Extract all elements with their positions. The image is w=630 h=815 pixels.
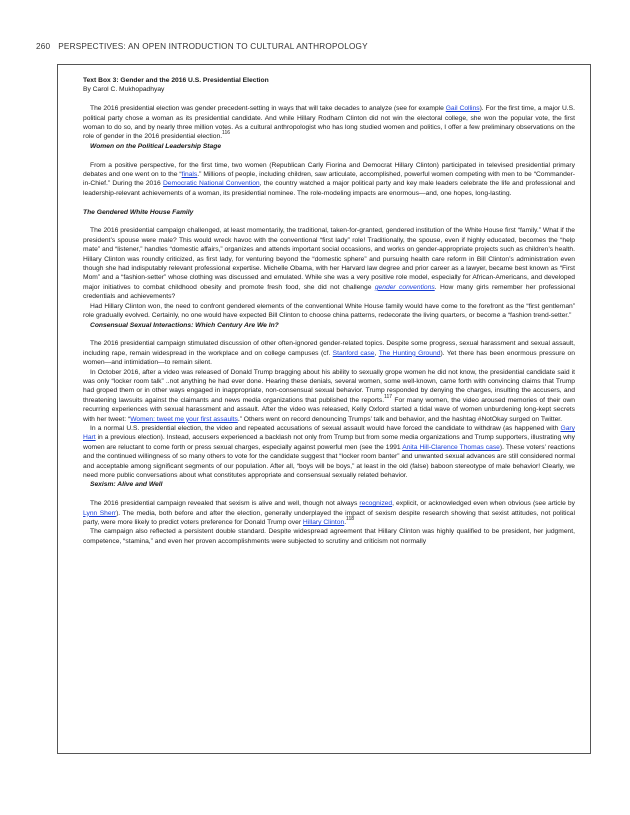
paragraph-5: The 2016 presidential campaign stimulated discussion of other often-ignored gender-related topics. Despite some progress, sexual harassment and sexual assault, including rape, remain widespread in the workplace and on college campuses (cf. Stanford case, The Hunting Ground). Yet there has been enormous pressure on women—and intimidation—to remain silent.	[83, 340, 575, 367]
subheading-sexism: Sexism: Alive and Well	[90, 481, 163, 489]
link-gail-collins[interactable]: Gail Collins	[445, 105, 480, 113]
paragraph-8: The 2016 presidential campaign revealed that sexism is alive and well, though not always recognized, explicit, or acknowledged even when obvious (see article by Lynn Sherr). The media, both before and after the election, generally underplayed the impact of sexism despite research showing that sexist attitudes, not political party, were more likely to predict voters preference for Donald Trump over Hillary Clinton.$^{118}$	[83, 500, 576, 526]
link-hunting-ground[interactable]: The Hunting Ground	[378, 349, 441, 357]
link-lynn-sherr[interactable]: Lynn Sherr	[83, 509, 117, 517]
running-header	[36, 42, 376, 51]
box-title: Text Box 3: Gender and the 2016 U.S. Presidential Election	[83, 77, 269, 84]
link-tweet-assaults[interactable]: Women: tweet me your first assaults	[130, 415, 238, 423]
paragraph-2: From a positive perspective, for the first time, two women (Republican Carly Fiorina and Democrat Hillary Clinton) participated in televised presidential primary debates and one went on to the “finals.” Millions of people, including children, saw articulate, accomplished, powerful women competing with men to be “Commander-in-Chief.” During the 2016 Democratic National Convention, the country watched a major political party and key male leaders celebrate the life and professional and leadership-relevant achievements of a woman, its presidential nominee. The role-modeling impacts are enormous—and, one hopes, long-lasting.	[83, 161, 576, 197]
link-hill-thomas[interactable]: Anita Hill-Clarence Thomas case	[402, 443, 500, 451]
paragraph-6: In October 2016, after a video was released of Donald Trump bragging about his ability to sexually grope women he did not know, the presidential candidate said it was only “locker room talk” ..not anything he had ever done. Hearing these denials, several women, some well-known, came forth with convincing claims that Trump had groped them or in other ways engaged in inappropriate, non-consensual sexual behavior. Trump responded by denying the charges, insulting the accusers, and threatening lawsuits against the claimants and news media organizations that published the reports.$^{117}$ For many women, the video aroused memories of their own recurring experiences with sexual harassment and assault. After the video was released, Kelly Oxford started a tidal wave of women unburdening long-kept secrets with her tweet: “Women: tweet me your first assaults.” Others went on record denouncing Trumps’ talk and behavior, and the hashtag #NotOkay surged on Twitter.	[83, 368, 575, 423]
link-dnc[interactable]: Democratic National Convention	[162, 180, 260, 188]
link-recognized[interactable]: recognized	[359, 500, 393, 508]
link-finals[interactable]: finals	[181, 171, 198, 179]
subheading-consensual: Consensual Sexual Interactions: Which Century Are We In?	[90, 321, 279, 329]
link-gary-hart[interactable]: Gary Hart	[83, 424, 575, 442]
footnote-117: 117	[384, 393, 393, 400]
link-stanford-case[interactable]: Stanford case	[332, 349, 375, 357]
paragraph-1: The 2016 presidential election was gender precedent-setting in ways that will take decades to analyze (see for example Gail Collins). For the first time, a major U.S. political party chose a woman as its presidential candidate. And while Hillary Rodham Clinton did not win the electoral college, she won the popular vote, the first woman to do so, and by nearly three million votes. As a cultural anthropologist who has long studied women and politics, I offer a few preliminary observations on the role of gender in the 2016 presidential election.$^{116}$	[83, 105, 575, 141]
subheading-leadership: Women on the Political Leadership Stage	[90, 142, 222, 150]
paragraph-9: The campaign also reflected a persistent double standard. Despite widespread agreement that Hillary Clinton was highly qualified to be president, her judgment, competence, “stamina,” and even her proven accomplishments were subjected to scrutiny and criticism not normally	[83, 528, 575, 545]
footnote-116: 116	[222, 130, 231, 137]
link-gender-conventions[interactable]: gender conventions	[374, 283, 435, 291]
byline: By Carol C. Mukhopadhyay	[83, 86, 165, 94]
link-hillary-clinton[interactable]: Hillary Clinton	[302, 519, 345, 526]
page-number: 260	[36, 42, 51, 51]
subheading-white-house: The Gendered White House Family	[83, 208, 194, 216]
text-box-content	[83, 76, 575, 546]
footnote-118: 118	[346, 516, 355, 522]
paragraph-7: In a normal U.S. presidential election, the video and repeated accusations of sexual assault would have forced the candidate to withdraw (as happened with Gary Hart in a previous election). Instead, accusers experienced a backlash not only from Trump but from some media organizations and Trump supporters, illustrating why women are reluctant to come forth or press sexual charges, especially against powerful men (see the 1991 Anita Hill-Clarence Thomas case). These voters’ reactions and the continued willingness of so many others to vote for the candidate suggest that “locker room banter” and unwanted sexual advances are still considered normal and acceptable among significant segments of our population. After all, “boys will be boys,” at least in the old (false) baboon stereotype of male behavior! Clearly, we need more public conversations about what constitutes appropriate and consensual sexually related behavior.	[83, 424, 575, 479]
paragraph-3: The 2016 presidential campaign challenged, at least momentarily, the traditional, taken-for-granted, gendered institution of the White House first “family.” What if the president’s spouse were male? This would wreck havoc with the conventional “first lady” role! Traditionally, the spouse, even if highly educated, becomes the “help mate” and “listener,” handles “domestic affairs,” organizes and attends important social occasions, and works on gender-appropriate projects such as children’s health. Hillary Clinton was roundly criticized, as first lady, for venturing beyond the “domestic sphere” and pursuing health care reform in Bill Clinton’s administration even though she had indisputably relevant professional expertise. Michelle Obama, with her Harvard law degree and prior career as a lawyer, became best known as “First Mom” and a “fashion-setter” whose clothing was discussed and emulated. While she was a very positive role model, especially for African-Americans, and developed major initiatives to combat childhood obesity and promote fresh food, she did not challenge gender conventions. How many girls remember her professional credentials and achievements?	[83, 227, 575, 301]
running-title: PERSPECTIVES: AN OPEN INTRODUCTION TO CULTURAL ANTHROPOLOGY	[58, 42, 368, 51]
paragraph-4: Had Hillary Clinton won, the need to confront gendered elements of the conventional White House family would have come to the forefront as the “first gentleman” role gradually evolved. Certainly, no one would have expected Bill Clinton to choose china patterns, redecorate the living quarters, or become a “fashion trend-setter.”	[83, 302, 575, 320]
